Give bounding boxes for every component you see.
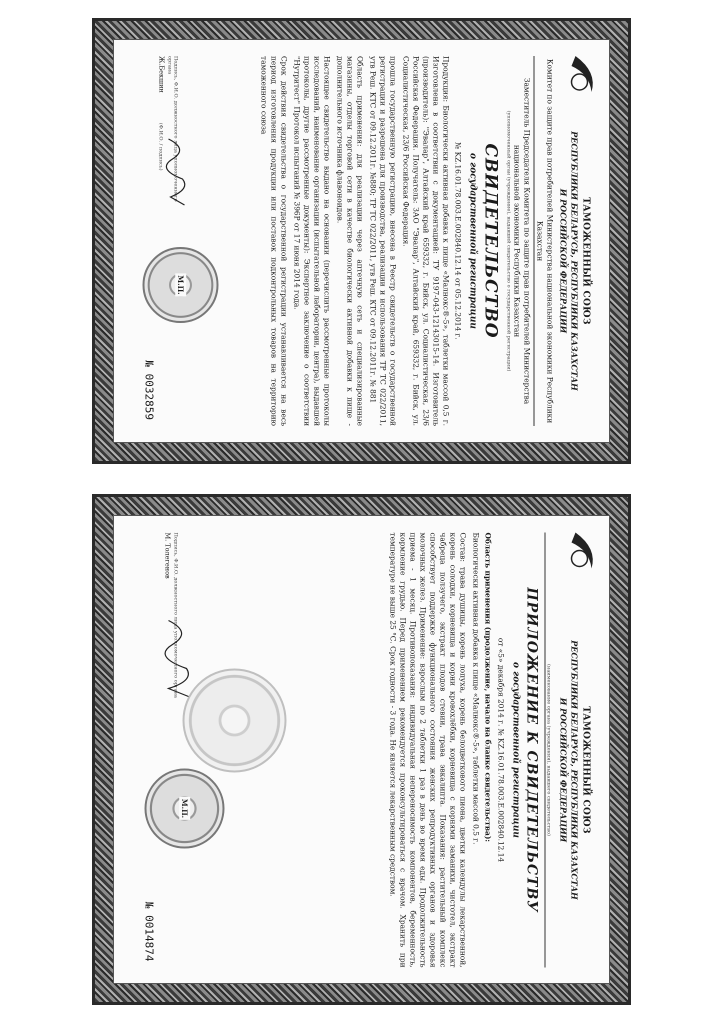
appendix-paper	[113, 515, 610, 984]
certificate-serial-number: № 0032859	[141, 360, 155, 420]
certificate-small-note: (уполномоченный орган (учреждение), выдавший свидетельство о государственной регистрации)	[505, 110, 512, 372]
appendix-product-line: Биологически активная добавка к пище «Малнокс®-5», таблетки массой 0,5 г.	[470, 532, 480, 845]
certificate-signature-icon	[162, 137, 192, 207]
certificate-countries-line2: И РОССИЙСКОЙ ФЕДЕРАЦИИ	[558, 188, 569, 334]
certificate-countries-line1: РЕСПУБЛИКИ БЕЛАРУСЬ, РЕСПУБЛИКИ КАЗАХСТАН	[568, 131, 579, 391]
certificate-subtitle: о государственной регистрации	[466, 153, 477, 329]
appendix-official-stamp	[144, 768, 224, 848]
certificate-product-label: Продукция:	[440, 56, 450, 102]
appendix-signature-icon	[158, 618, 198, 698]
certificate-basis-text: Настоящее свидетельство выдано на основании (перечислить рассмотренные протоколы исследований, наименование организации (испытательной лаборатории, центра), выдавшей протоколы, другие рассмотренные документы): Экспертное заключение о соответствии "Нутритест" Протокол испытаний № 396Р от 17 июня 2014 года.	[291, 56, 331, 426]
appendix-sign-note: Подпись, Ф.И.О. должностного лица уполномоченного органа	[171, 532, 178, 698]
appendix-countries-line1: РЕСПУБЛИКИ БЕЛАРУСЬ, РЕСПУБЛИКИ КАЗАХСТАН	[568, 639, 579, 900]
appendix-small-note: (наименование органа (учреждения), выдавшего свидетельство)	[544, 532, 552, 967]
appendix-serial-number: № 0014874	[141, 901, 155, 961]
certificate-border-frame	[92, 18, 631, 464]
appendix-composition-text: Состав: трава душицы, корень лопуха, корень белоцветкового пиона, цветки календулы лекарственной, корень солодки, корневища и корни кровохлёбки, корневища с корнями заманихи, чистотел, экстракт чабреца ползучего, экстракт плодов стевии, трава эвкалипта. Показания: растительный комплекс способствует поддержке функционального состояния женских репродуктивных органов и здоровья молочных желез. Применение: взрослым по 2 таблетки 1 раз в день во время еды. Продолжительность приема - 1 месяц. Противопоказания: индивидуальная непереносимость компонентов, беременность, кормление грудью. Перед применением рекомендуется проконсультироваться с врачом. Хранить при температуре не выше 25 °С. Срок годности - 3 года. Не является лекарственным средством.	[387, 532, 467, 967]
appendix-faded-stamp	[182, 668, 286, 772]
certificate-committee: Комитет по защите прав потребителей Министерства национальной экономики Республики Казахстан	[533, 56, 554, 426]
appendix-border-frame	[92, 494, 631, 1005]
certificate-rotated-content	[122, 42, 601, 440]
certificate-sign-note: Подпись, Ф.И.О. должностного лица уполномоченного органа	[165, 56, 179, 202]
certificate-title: СВИДЕТЕЛЬСТВО	[479, 143, 500, 339]
appendix-page	[0, 480, 718, 1024]
certificate-signatory: Ж.Бекшин	[156, 56, 165, 93]
certificate-applicant: Заместитель Председателя Комитета по защите прав потребителей Министерства национальной экономики Республики Казахстан	[512, 77, 532, 405]
appendix-union: ТАМОЖЕННЫЙ СОЮЗ	[580, 705, 590, 834]
certificate-stamp-label: М.П.	[175, 275, 185, 295]
appendix-subtitle: о государственной регистрации	[509, 661, 520, 838]
appendix-stamp-label: М.П.	[179, 798, 189, 818]
appendix-reg-line: от «5» декабря 2014 г. № KZ.16.01.78.003.Е.002840.12.14	[496, 637, 506, 862]
appendix-title: ПРИЛОЖЕНИЕ К СВИДЕТЕЛЬСТВУ	[522, 586, 539, 913]
certificate-reg-number: № KZ.16.01.78.003.Е.002840.12.14 от 05.12.2014 г.	[453, 142, 463, 340]
certificate-sign-caption: (Ф.И.О. / подпись)	[156, 122, 163, 171]
certificate-paper	[113, 39, 610, 443]
certificate-usage-text: Область применения: для реализации через аптечную сеть и специализированные магазины, отделы торговой сети в качестве биологически активной добавки к пище - дополнительного источника флавоноидов.	[334, 56, 364, 426]
customs-union-emblem-icon	[567, 52, 597, 96]
appendix-rotated-content	[122, 518, 601, 981]
certificate-page	[0, 0, 718, 480]
certificate-validity-text: Срок действия свидетельства о государственной регистрации устанавливается на весь период изготовления продукции или поставок подконтрольных товаров на территорию таможенного союза	[258, 56, 288, 426]
appendix-scope-label: Область применения (продолжение, начало на бланке свидетельства):	[483, 532, 493, 842]
certificate-official-stamp	[142, 247, 218, 323]
certificate-tr-text: прошла государственную регистрацию, внесена в Реестр свидетельств о государственной регистрации и разрешена для производства, реализации и использования ТР ТС 022/2011, утв Реш. КТС от 09.12.2011г. №880; ТР ТС 022/2011, утв Реш. КТС от 09.12.2011г. № 881	[367, 56, 397, 426]
appendix-emblem-icon	[567, 528, 597, 572]
appendix-signatory: М. Толегенов	[162, 532, 171, 579]
appendix-countries-line2: И РОССИЙСКОЙ ФЕДЕРАЦИИ	[558, 697, 569, 842]
certificate-product-text: Биологически активная добавка к пище «Малнокс®-5», таблетки массой 0,5 г. Изготовлена в соответствии с документацией: ТУ 9197-043-12143015-14. Изготовитель (производитель): "Эвалар", Алтайский край 659332, г. Бийск, ул. Социалистическая, 23/6 Российская Федерация. Получатель: ЗАО "Эвалар", Алтайский край, 659332, г. Бийск, ул. Социалистическая, 23/6 Российская Федерация.	[400, 56, 450, 426]
certificate-union: ТАМОЖЕННЫЙ СОЮЗ	[580, 197, 590, 325]
